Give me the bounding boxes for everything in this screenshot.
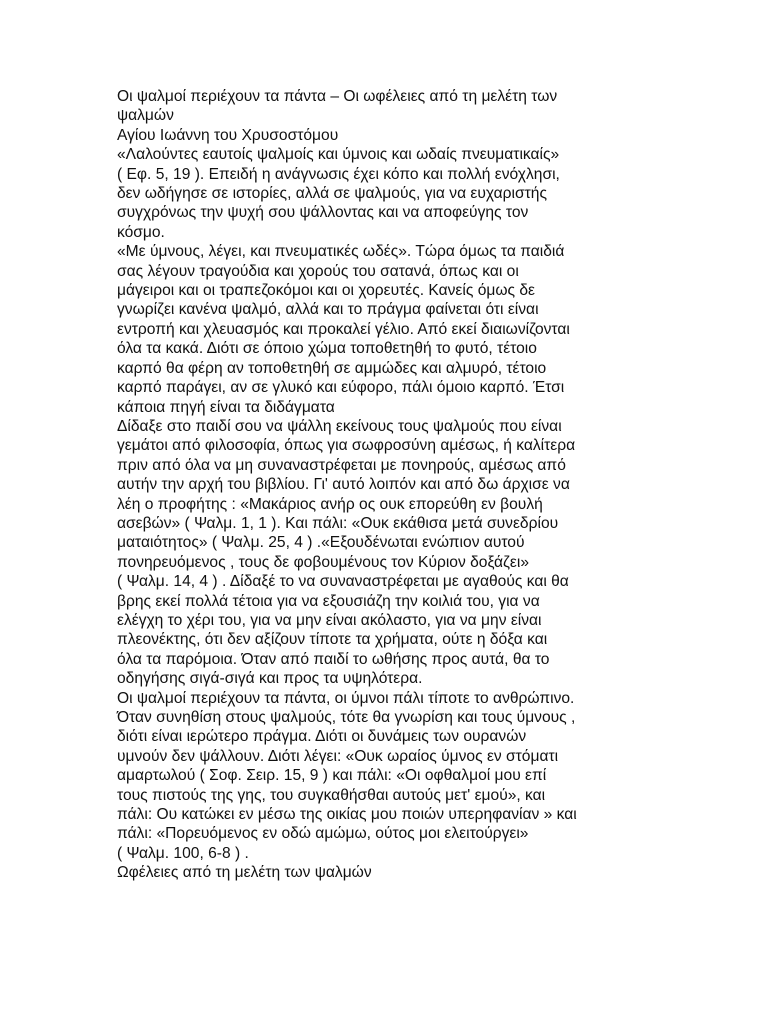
body-line: πλεονέκτης, ότι δεν αξίζουν τίποτε τα χρήματα, ούτε η δόξα και bbox=[117, 631, 548, 649]
document-page bbox=[117, 87, 662, 883]
body-line: τους πιστούς της γης, του συγκαθήσθαι αυτούς μετ' εμού», και bbox=[117, 786, 546, 804]
body-line: όλα τα κακά. Διότι σε όποιο χώμα τοποθετηθή το φυτό, τέτοιο bbox=[117, 340, 537, 358]
body-line: ( Ψαλμ. 100, 6-8 ) . bbox=[117, 844, 249, 862]
body-line: βρης εκεί πολλά τέτοια για να εξουσιάζη την κοιλιά του, για να bbox=[117, 592, 540, 610]
body-line: «Με ύμνους, λέγει, και πνευματικές ωδές». Τώρα όμως τα παιδιά bbox=[117, 243, 565, 261]
body-line: πριν από όλα να μη συναναστρέφεται με πονηρούς, αμέσως από bbox=[117, 456, 566, 474]
body-line: ( Εφ. 5, 19 ). Επειδή η ανάγνωσις έχει κόπο και πολλή ενόχλησι, bbox=[117, 165, 560, 183]
section-heading: Ωφέλειες από τη μελέτη των ψαλμών bbox=[117, 864, 372, 882]
body-line: καρπό θα φέρη αν τοποθετηθή σε αμμώδες και αλμυρό, τέτοιο bbox=[117, 359, 547, 377]
body-line: ασεβών» ( Ψαλμ. 1, 1 ). Και πάλι: «Ουκ εκάθισα μετά συνεδρίου bbox=[117, 514, 559, 532]
author-line: Αγίου Ιωάννη του Χρυσοστόμου bbox=[117, 126, 339, 144]
body-line: κάποια πηγή είναι τα διδάγματα bbox=[117, 398, 335, 416]
body-line: σας λέγουν τραγούδια και χορούς του σατανά, όπως και οι bbox=[117, 262, 519, 280]
body-line: πάλι: «Πορευόμενος εν οδώ αμώμω, ούτος μοι ελειτούργει» bbox=[117, 825, 529, 843]
body-line: ματαιότητος» ( Ψαλμ. 25, 4 ) .«Εξουδένωται ενώπιον αυτού bbox=[117, 534, 525, 552]
body-line: οδηγήσης σιγά-σιγά και προς τα υψηλότερα. bbox=[117, 670, 423, 688]
body-line: διότι είναι ιερώτερο πράγμα. Διότι οι δυνάμεις των ουρανών bbox=[117, 728, 527, 746]
body-line: ελέγχη το χέρι του, για να μην είναι ακόλαστο, για να μην είναι bbox=[117, 611, 542, 629]
body-line: κόσμο. bbox=[117, 223, 165, 241]
body-line: λέη ο προφήτης : «Μακάριος ανήρ ος ουκ επορεύθη εν βουλή bbox=[117, 495, 543, 513]
title-line-1: Οι ψαλμοί περιέχουν τα πάντα – Οι ωφέλειες από τη μελέτη των bbox=[117, 88, 558, 105]
body-line: πονηρευόμενος , τους δε φοβουμένους τον Κύριον δοξάζει» bbox=[117, 553, 530, 571]
body-line: γνωρίζει κανένα ψαλμό, αλλά και το πράγμα φαίνεται ότι είναι bbox=[117, 301, 539, 319]
body-line: εντροπή και χλευασμός και προκαλεί γέλιο. Από εκεί διαιωνίζονται bbox=[117, 320, 570, 338]
body-line: καρπό παράγει, αν σε γλυκό και εύφορο, πάλι όμοιο καρπό. Έτσι bbox=[117, 379, 565, 397]
body-line: μάγειροι και οι τραπεζοκόμοι και οι χορευτές. Κανείς όμως δε bbox=[117, 282, 535, 300]
body-line: δεν ωδήγησε σε ιστορίες, αλλά σε ψαλμούς, για να ευχαριστής bbox=[117, 185, 547, 203]
body-line: ( Ψαλμ. 14, 4 ) . Δίδαξέ το να συναναστρέφεται με αγαθούς και θα bbox=[117, 573, 569, 591]
body-line: όλα τα παρόμοια. Όταν από παιδί το ωθήσης προς αυτά, θα το bbox=[117, 650, 550, 668]
body-line: υμνούν δεν ψάλλουν. Διότι λέγει: «Ουκ ωραίος ύμνος εν στόματι bbox=[117, 747, 559, 765]
body-line: «Λαλούντες εαυτοίς ψαλμοίς και ύμνοις και ωδαίς πνευματικαίς» bbox=[117, 146, 560, 164]
body-line: αυτήν την αρχή του βιβλίου. Γι' αυτό λοιπόν και από δω άρχισε να bbox=[117, 476, 570, 494]
body-line: Οι ψαλμοί περιέχουν τα πάντα, οι ύμνοι πάλι τίποτε το ανθρώπινο. bbox=[117, 689, 575, 707]
body-line: αμαρτωλού ( Σοφ. Σειρ. 15, 9 ) και πάλι: «Οι οφθαλμοί μου επί bbox=[117, 767, 547, 785]
body-line: πάλι: Ου κατώκει εν μέσω της οικίας μου ποιών υπερηφανίαν » και bbox=[117, 806, 577, 824]
body-line: Όταν συνηθίση στους ψαλμούς, τότε θα γνωρίση και τους ύμνους , bbox=[117, 709, 576, 726]
body-line: συγχρόνως την ψυχή σου ψάλλοντας και να αποφεύγης τον bbox=[117, 204, 529, 222]
title-line-2: ψαλμών bbox=[117, 107, 174, 125]
body-line: γεμάτοι από φιλοσοφία, όπως για σωφροσύνη αμέσως, ή καλίτερα bbox=[117, 437, 576, 455]
body-line: Δίδαξε στο παιδί σου να ψάλλη εκείνους τους ψαλμούς που είναι bbox=[117, 417, 562, 435]
